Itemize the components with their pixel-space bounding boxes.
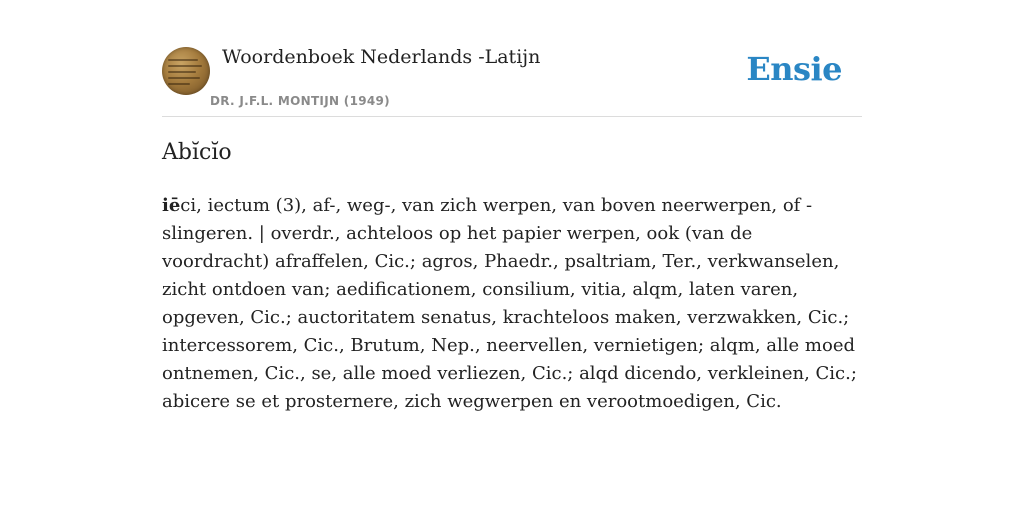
cover-text-line (168, 65, 202, 67)
book-author: DR. J.F.L. MONTIJN (1949) (210, 94, 390, 108)
cover-text-line (168, 83, 190, 85)
entry-body-text: ci, iectum (3), af-, weg-, van zich werpen, van boven neerwerpen, of -slingeren. | overdr., achteloos op het papier werpen, ook (van de voordracht) afraffelen, Cic.; agros, Phaedr., psaltriam, Ter., verkwanselen, zicht ontdoen van; aedificationem, consilium, vitia, alqm, laten varen, opgeven, Cic.; auctoritatem senatus, krachteloos maken, verzwakken, Cic.; intercessorem, Cic., Brutum, Nep., neervellen, vernietigen; alqm, alle moed ontnemen, Cic., se, alle moed verliezen, Cic.; alqd dicendo, verkleinen, Cic.; abicere se et prosternere, zich wegwerpen en verootmoedigen, Cic. (162, 195, 857, 412)
book-cover-image[interactable] (162, 47, 210, 95)
cover-text-line (168, 59, 198, 61)
book-title[interactable]: Woordenboek Nederlands -Latijn (222, 46, 541, 68)
ensie-logo[interactable]: Ensie (746, 50, 842, 88)
dictionary-header (162, 40, 862, 117)
entry-definition (162, 192, 862, 416)
entry-title: Abĭcĭo (162, 140, 232, 165)
entry-body-lead: iē (162, 195, 181, 216)
cover-text-line (168, 77, 200, 79)
cover-text-line (168, 71, 196, 73)
